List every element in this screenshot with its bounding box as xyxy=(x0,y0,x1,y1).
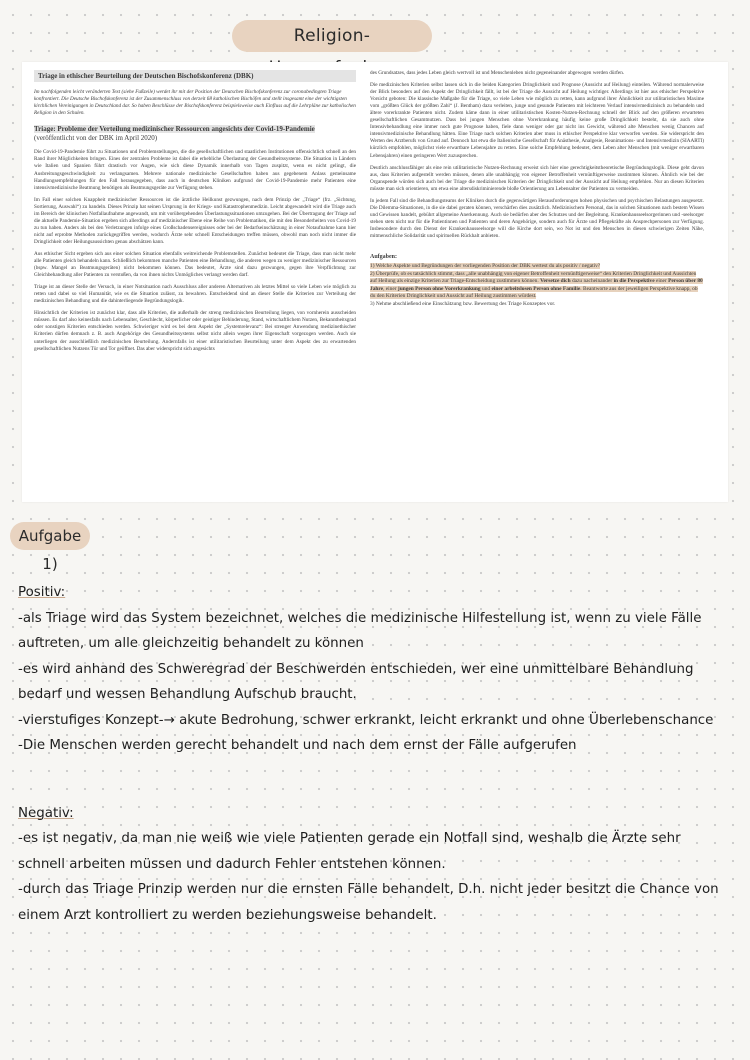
note-line: -Die Menschen werden gerecht behandelt und nach dem ernst der Fälle aufgerufen xyxy=(18,738,577,753)
worksheet-heading: Triage in ethischer Beurteilung der Deutschen Bischofskonferenz (DBK) xyxy=(34,70,356,82)
paragraph: Triage ist an dieser Stelle der Versuch, in einer Notsituation nach Ausschluss aller anderen Alternativen als letztes Mittel so viele Leben wie möglich zu retten und dabei so viel Humanität, wie es die Situation zulässt, zu bewahren. Entscheidend sind an dieser Stelle die Kriterien zur Verteilung der medizinischen Behandlung und die dahinterliegende Begründungslogik. xyxy=(34,284,356,305)
paragraph: Hinsichtlich der Kriterien ist zunächst klar, dass alle Kriterien, die außerhalb der streng medizinischen Beurteilung liegen, von vornherein ausscheiden müssen. Es darf also keinesfalls nach Lebensalter, Geschlecht, körperlicher oder geistiger Behinderung, Stand, wirtschaftlichem Nutzen, Bekanntheitsgrad oder sonstigen Kriterien entschieden werden. Schwieriger wird es bei dem Aspekt der „Systemrelevanz“: Bei strenger Anwendung medizinethischer Kriterien dürfen demnach z. B. auch Angehörige des Gesundheitssystems selbst nicht allein wegen ihrer Eigenschaft vorgezogen werden. Auch sie unterliegen der ausschließlich medizinischen Beurteilung. Andernfalls ist einer utilitaristischen Beurteilung unter dem Aspekt des zu erwartenden gesellschaftlichen Nutzens Tür und Tor geöffnet. Das aber widerspricht sich angesichts xyxy=(34,310,356,352)
task-2-text: , einer xyxy=(383,285,397,292)
task-2-text: . Beantworte aus der jeweiligen Perspektive knapp, ob du den Kriterien Dringlichkeit und Aussicht auf Heilung zustimmen würdest. xyxy=(370,285,698,300)
note-line: -es ist negativ, da man nie weiß wie viele Patienten gerade ein Notfall sind, weshalb die Ärzte sehr xyxy=(18,831,681,846)
note-line: -durch das Triage Prinzip werden nur die ernsten Fälle behandelt, D.h. nicht jeder besitzt die Chance von xyxy=(18,882,719,897)
paragraph: In jedem Fall sind die Behandlungsteams der Kliniken durch die gegenwärtigen Herausforderungen hohen physischen und psychischen Belastungen ausgesetzt. Die Dilemma-Situationen, in die sie dabei geraten können, verschärfen dies zusätzlich. Medizinischem Personal, das in solchen Situationen nach bestem Wissen und Gewissen handelt, gebührt allgemeine Anerkennung. Auch sie bedürfen aber des Schutzes und der Begleitung. Krankenhausseelsorgerinnen und -seelsorger stehen stets nicht nur für die Patientinnen und Patienten und deren Angehörige, sondern auch für Ärzte und Pflegekräfte als Ansprechpersonen zur Verfügung. Insbesondere durch den Dienst der Krankenhausseelsorge will die Kirche dort sein, wo Not ist und den Menschen in diesen schwierigen Zeiten Nähe, mitmenschliche Solidarität und spirituellen Rückhalt anbieten. xyxy=(370,197,704,239)
positive-title: Positiv: xyxy=(18,585,66,600)
worksheet-right-column xyxy=(370,70,704,309)
paragraph: Aus ethischer Sicht ergeben sich aus einer solchen Situation ebenfalls weitreichende Problemstellen. Zunächst bedeutet die Triage, dass man nicht mehr alle Patienten gleich behandeln kann. Schließlich bekommen manche Patienten eine Behandlung, die anderen wegen zu weniger medizinischer Ressourcen (bspw. Mangel an Beatmungsgeräten) nicht bekommen können. Das bedeutet, Ärzte sind dazu gezwungen, gegen ihre Verpflichtung zur Gleichbehandlung aller Patienten zu verstoßen, da von ihnen nichts Unmögliches verlangt werden darf. xyxy=(34,250,356,279)
worksheet-document xyxy=(22,62,728,502)
task-1 xyxy=(370,263,704,271)
note-line: bedarf und wessen Behandlung Aufschub braucht. xyxy=(18,687,357,702)
paragraph: Deutlich anschlussfähiger als eine rein utilitaristische Nutzen-Rechnung erweist sich hier eine gerechtigkeitstheoretische Begründungslogik. Diese geht davon aus, dass Kriterien aufgestellt werden müssen, denen alle unabhängig von eigener Betroffenheit vernünftigerweise zustimmen können. Ähnlich wie bei der Organspende würden sich auch bei der Triage die medizinischen Kriterien der Dringlichkeit und der Aussicht auf Heilung empfehlen. Nur an diesen Kriterien müsste man sich orientieren, um etwa eine altersdiskriminierende bloße Orientierung am Lebensalter der Patienten zu vermeiden. xyxy=(370,164,704,192)
note-line: einem Arzt kontrolliert zu werden beziehungsweise behandelt. xyxy=(18,907,437,923)
aufgabe-label: Aufgabe 1) xyxy=(10,522,90,550)
task-2-text: und xyxy=(482,285,491,292)
task-2-bold: einer arbeitslosen Person ohne Familie xyxy=(491,285,581,292)
task-2-bold: jungen Person ohne Vorerkrankung xyxy=(397,285,481,292)
task-2-text: dazu nacheinander xyxy=(571,278,613,285)
handwritten-notes xyxy=(18,580,728,928)
paragraph: des Grundsatzes, dass jedes Leben gleich wertvoll ist und Menschenleben nicht gegeneinander abgewogen werden dürfen. xyxy=(370,70,625,76)
paragraph: Die medizinischen Kriterien selbst lassen sich in die beiden Kategorien Dringlichkeit und Prognose (Aussicht auf Heilung) einteilen. Während normalerweise der Blick besonders auf den Aspekt der Dringlichkeit fällt, ist bei der Triage die Aussicht auf Heilung wichtiger. Allerdings ist hier aus ethischer Perspektive Vorsicht geboten: Die klassische Maßgabe für die Triage, so viele Leben wie möglich zu retten, kann aufgrund ihrer Ähnlichkeit zur utilitaristischen Maxime vom „größten Glück der größten Zahl“ (J. Bentham) dazu verleiten, junge und gesunde Patienten mit leichteren Verlauf intensivmedizinisch zu behandeln und ältere vorerkrankte Patienten nicht. Zudem käme dann in einer utilitaristischen Kosten-Nutzen-Rechnung schnell der Blick auf den größeren erwarteten gesellschaftlichen Gesamtnutzen. Dass bei jungen Menschen ohne Vorerkrankung häufig keine große Dringlichkeit besteht, da sie auch ohne Intensivbehandlung eine immer noch gute Prognose haben, fiele dann weniger oder gar nicht ins Gewicht, während alte Menschen wenig Chancen auf intensivmedizinische Behandlung hätten. Eine Triage nach solchen Kriterien aber muss in ethischer Perspektive klar verworfen werden. Sie widerspricht den Werten des Arztberufs von Grund auf. Dennoch hat etwa die Italienische Gesellschaft für Anästhesie, Analgesie, Reanimations- und Intensivmedizin (SIAARTI) kürzlich empfohlen, möglichst viele erwartbare Lebensjahre zu retten. Eine solche Empfehlung bedeutet, dem Leben alter Menschen (mit weniger erwartbaren Lebensjahren) einen geringeren Wert zuzusprechen. xyxy=(370,82,704,159)
task-3: 3) Nehme abschließend eine Einschätzung bzw. Bewertung des Triage Konzeptes vor. xyxy=(370,301,556,307)
note-line: schnell arbeiten müssen und dadurch Fehler entstehen können. xyxy=(18,856,446,872)
tasks-title: Aufgaben: xyxy=(370,254,398,261)
page-title: Religion- xyxy=(232,20,432,52)
worksheet-subheading xyxy=(34,125,356,143)
task-2-bold: in die Perspektive xyxy=(613,278,655,285)
task-1-text: 1) Welche Aspekte und Begründungen der vorliegenden Position der DBK wertest du als positiv / negativ? xyxy=(370,263,601,270)
note-line: auftreten, um alle gleichzeitig behandelt zu können xyxy=(18,636,364,651)
subheading-note: (veröffentlicht von der DBK im April 2020) xyxy=(34,134,158,143)
negative-title: Negativ: xyxy=(18,805,74,821)
paragraph: Im Fall einer solchen Knappheit medizinischer Ressourcen ist die ärztliche Heilkunst gezwungen, nach dem Prinzip der „Triage“ (frz. „Sichtung, Sortierung, Auswahl“) zu handeln. Dieses Prinzip hat seinen Ursprung in der Kriegs- und Katastrophenmedizin. Leicht abgewandelt wird die Triage auch im Bereich der klinischen Notfallaufnahme angewandt, um mit vorübergehenden Überlastungssituationen umzugehen. Bei der Übertragung der Triage auf die aktuelle Pandemie-Situation ergeben sich allerdings auf medizinischer Ebene eine Reihe von Problematiken, die mit den Besonderheiten von Covid-19 zu tun haben. Anders als bei den Verletzungen infolge eines Großschadensereignisses oder bei der Bedarfseinschätzung in einer Notaufnahme kann hier nicht auf erprobte Methoden zurückgegriffen werden, wodurch Ärzte sehr schnell Entscheidungen treffen müssen, obwohl man noch nicht immer die Dringlichkeit oder Heilungsaussichten genau abschätzen kann. xyxy=(34,196,356,245)
subheading-title: Triage: Probleme der Verteilung medizinischer Ressourcen angesichts der Covid-19-Pandemie xyxy=(34,125,315,134)
note-line: -als Triage wird das System bezeichnet, welches die medizinische Hilfestellung ist, wenn zu viele Fälle xyxy=(18,610,702,626)
note-line: -vierstufiges Konzept-→ akute Bedrohung, schwer erkrankt, leicht erkrankt und ohne Überlebenschance xyxy=(18,712,714,728)
paragraph: Die Covid-19-Pandemie führt zu Situationen und Problemstellungen, die die gesellschaftlichen und staatlichen Institutionen offensichtlich schnell an den Rand ihrer Möglichkeiten bringen. Eines der zentralen Probleme ist dabei die erhebliche Überlastung der Gesundheitssysteme. Die Situation in Ländern wie Italien und Spanien führt drastisch vor Augen, wie sich diese Dynamik innerhalb von Tagen zuspitzt, wenn es nicht gelingt, die Ausbreitungsgeschwindigkeit zu verlangsamen. Mehrere nationale medizinische Gesellschaften haben aus gegebenem Anlass gemeinsame Handlungsempfehlungen für den Fall herausgegeben, dass auch in deutschen Kliniken aufgrund der Covid-19-Pandemie mehr Patienten eine intensivmedizinische Beatmung benötigen als Beatmungsgeräte zur Verfügung stehen. xyxy=(34,149,356,191)
task-2-text: 2) Überprüfe, ob es tatsächlich stimmt, dass „alle unabhängig von eigener Betroffenheit vernünftigerweise“ den Kriterien Dringlichkeit und Aussichten auf Heilung als einzige Kriterien zur Triage-Entscheidung zustimmen können. xyxy=(370,270,697,285)
task-2-bold: Person über 80 Jahre xyxy=(370,278,703,292)
note-line: -es wird anhand des Schweregrad der Beschwerden entschieden, wer eine unmittelbare Behandlung xyxy=(18,661,694,677)
worksheet-intro: Im nachfolgenden leicht veränderten Text (siehe Fußzeile) werdet ihr mit der Position der Deutschen Bischofskonferenz zur coronabedingten Triage konfrontiert. Die Deutsche Bischofskonferenz ist der Zusammenschluss von derzeit 68 katholischen Bischöfen und stellt insgesamt eine der wichtigsten kirchlichen Vereinigungen in Deutschland dar. So haben Beschlüsse der Bischofskonferenz beispielsweise auch Einfluss auf die Lehrpläne zur katholischen Religion in den Schulen. xyxy=(34,89,356,117)
task-2-bold: Versetze dich xyxy=(540,278,571,285)
worksheet-left-column xyxy=(34,70,356,358)
task-2-text: einer xyxy=(655,278,667,285)
task-2 xyxy=(370,271,704,301)
